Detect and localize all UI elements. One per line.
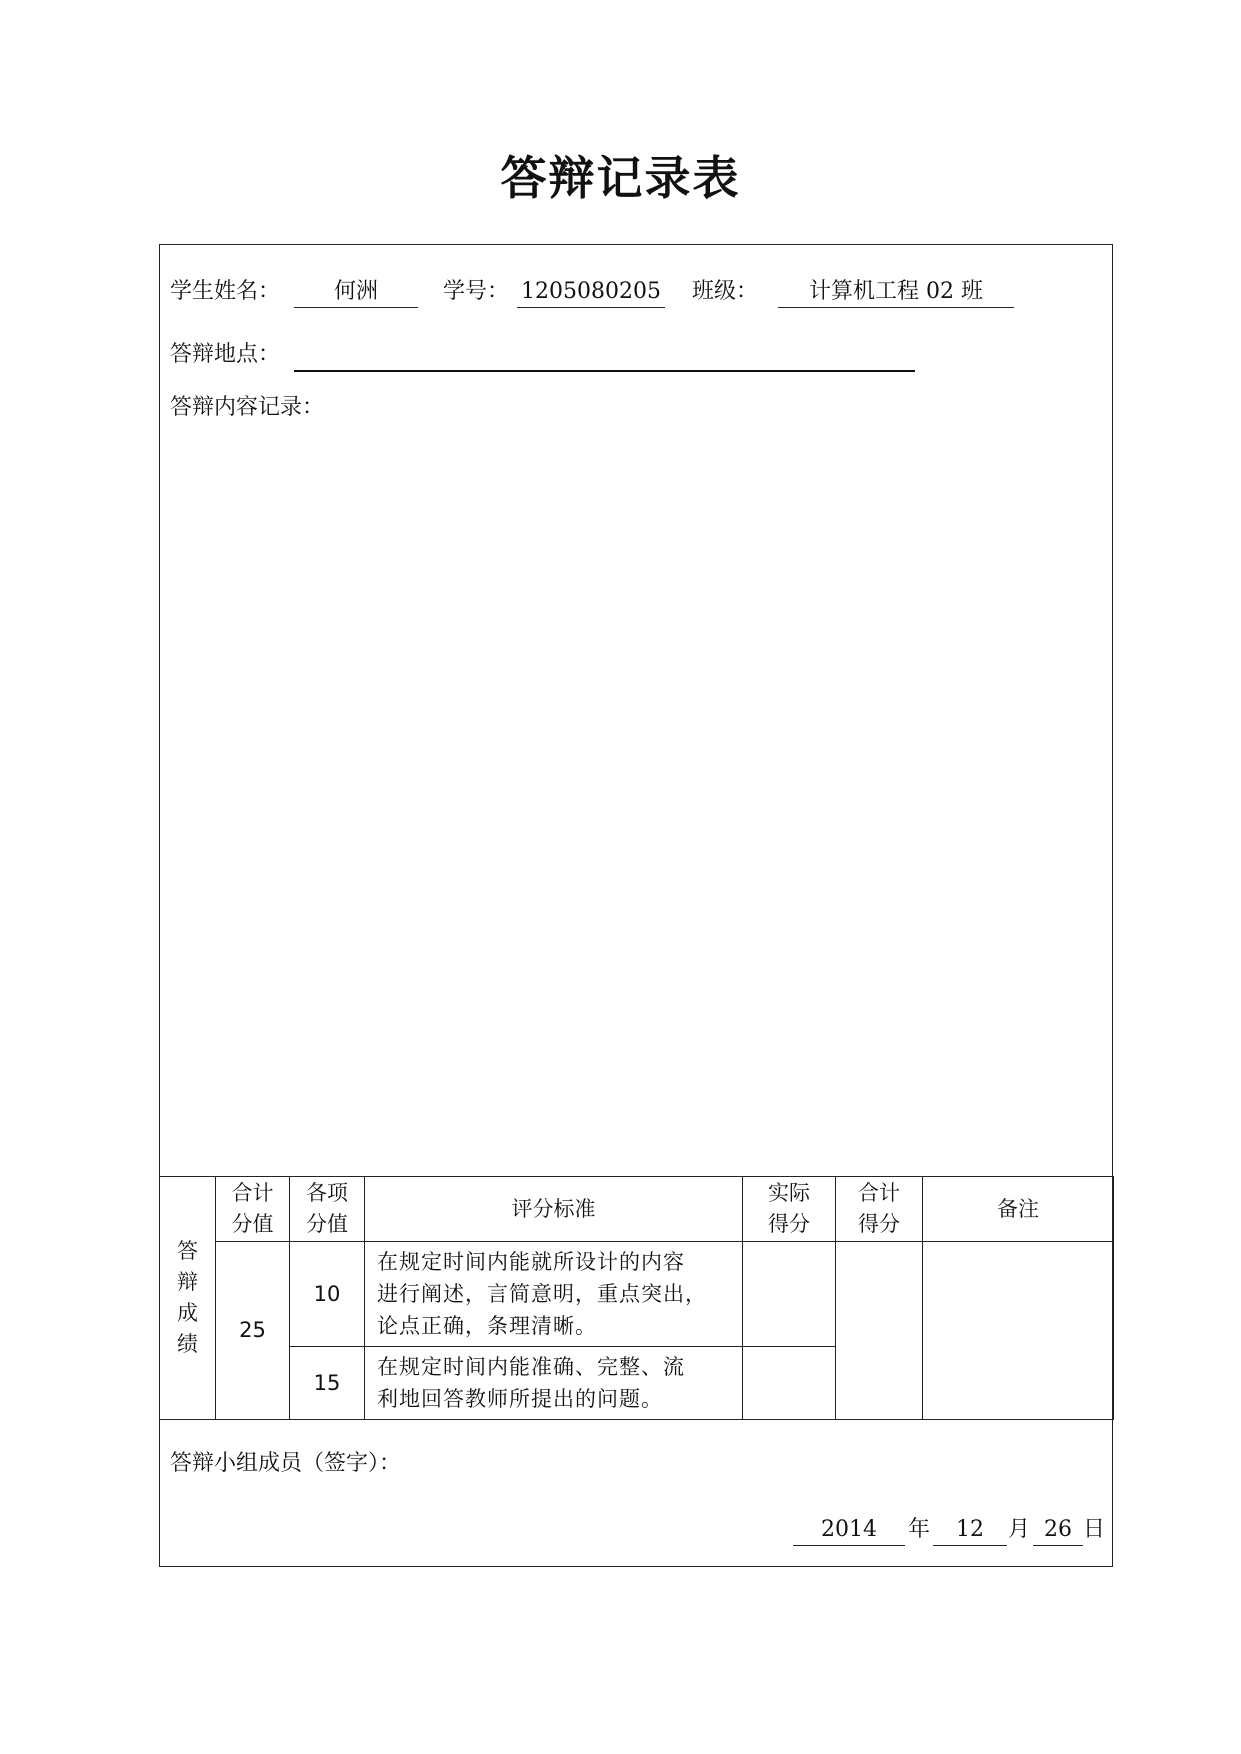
header-total-score: 合计 得分 xyxy=(836,1177,923,1242)
score-table xyxy=(159,1176,1114,1420)
date-day-unit: 日 xyxy=(1083,1517,1106,1542)
header-item-value: 各项 分值 xyxy=(290,1177,365,1242)
date-day-field[interactable]: 26 xyxy=(1033,1515,1083,1546)
date-year-unit: 年 xyxy=(908,1517,931,1542)
student-id-label: 学号： xyxy=(443,279,510,304)
student-name-field[interactable]: 何洲 xyxy=(294,277,418,308)
criteria-cell: 在规定时间内能准确、完整、流 利地回答教师所提出的问题。 xyxy=(365,1347,743,1420)
criteria-cell: 在规定时间内能就所设计的内容 进行阐述，言简意明，重点突出， 论点正确，条理清晰。 xyxy=(365,1242,743,1347)
remarks-cell[interactable] xyxy=(923,1242,1114,1420)
score-section-label: 答 辩 成 绩 xyxy=(160,1177,216,1420)
members-signature-area[interactable] xyxy=(420,1445,1020,1481)
date-year-field[interactable]: 2014 xyxy=(793,1515,905,1546)
student-id-field[interactable]: 1205080205 xyxy=(517,277,665,308)
actual-score-cell[interactable] xyxy=(743,1347,836,1420)
total-score-cell[interactable] xyxy=(836,1242,923,1420)
header-remarks: 备注 xyxy=(923,1177,1114,1242)
date-month-field[interactable]: 12 xyxy=(933,1515,1007,1546)
total-value-cell: 25 xyxy=(216,1242,290,1420)
class-label: 班级： xyxy=(692,279,759,304)
header-total-value: 合计 分值 xyxy=(216,1177,290,1242)
item-value-cell: 10 xyxy=(290,1242,365,1347)
location-field[interactable] xyxy=(294,340,915,372)
page-title: 答辩记录表 xyxy=(500,151,741,205)
actual-score-cell[interactable] xyxy=(743,1242,836,1347)
header-criteria: 评分标准 xyxy=(365,1177,743,1242)
header-actual-score: 实际 得分 xyxy=(743,1177,836,1242)
location-label: 答辩地点： xyxy=(170,342,281,367)
members-signature-label: 答辩小组成员（签字）： xyxy=(170,1451,402,1476)
item-value-cell: 15 xyxy=(290,1347,365,1420)
class-field[interactable]: 计算机工程 02 班 xyxy=(778,277,1014,308)
content-record-label: 答辩内容记录： xyxy=(170,395,325,420)
date-month-unit: 月 xyxy=(1008,1517,1031,1542)
student-name-label: 学生姓名： xyxy=(170,279,281,304)
content-record-area[interactable] xyxy=(170,435,1100,1165)
record-form xyxy=(159,244,1113,1567)
